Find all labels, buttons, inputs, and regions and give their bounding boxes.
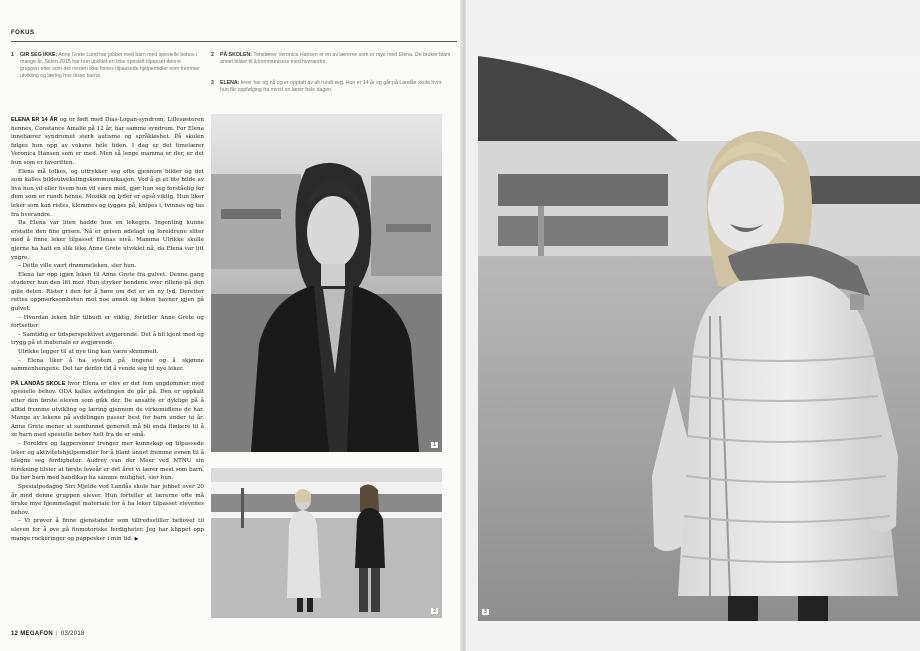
photo-woman-portrait xyxy=(211,114,442,452)
caption-number: 1 xyxy=(11,52,14,58)
article-paragraph: – Hvordan leken blir tilbudt er viktig, forteller Anne Grete og fortsetter: xyxy=(11,314,204,330)
article-paragraph: – Samtidig er tidsperspektivet avgjørende. Det å bli kjent med og trygg på et materiale er avgjørende. xyxy=(11,331,204,347)
caption-lead: GIR SEG IKKE: xyxy=(20,52,58,58)
woman-portrait-icon xyxy=(211,114,442,452)
photo-number: 3 xyxy=(484,609,487,615)
caption-text: Anne Grete Lund har jobbet med barn med spesielle behov i mange år. Siden 2015 har hun utviklet en leke spesielt tilpasset denne gruppen etter som det nesten ikke finnes tilpassede hjelpemidler som fremmer utvikling og læring hos disse barna. xyxy=(20,52,200,79)
page-footer xyxy=(11,631,85,637)
caption-text: lever her og nå og er opptatt av alt rundt seg. Hun er 14 år og går på Landås skole hvor hun får oppfølging fra minst en lærer hele dagen. xyxy=(220,80,442,93)
photo-number: 1 xyxy=(433,442,436,448)
page-number: 12 xyxy=(11,631,19,637)
photo-two-people-walking xyxy=(211,468,442,618)
photo-smiling-girl xyxy=(478,56,920,621)
header-rule xyxy=(11,41,457,42)
continue-arrow-icon: ▶ xyxy=(134,535,139,542)
article-paragraph: ELENA ER 14 ÅR og er født med Dias-Logan-syndrom. Lillesøsteren hennes, Constance Amalie på 12 år, har samme syndrom. For Elena innebærer syndromet sterk autisme og språkløshet. På skolen følges hun opp av voksne hele tiden. I dag er det timelærer Veronica Hansen som er med. Men så lenge mamma er der, er det hun som er favoritten. xyxy=(11,117,204,166)
section-lead: PÅ LANDÅS SKOLE xyxy=(11,380,66,387)
article-paragraph: – Elena liker å ha system på tingene og å skjønne sammenhengene. Det tar derfor tid å vende seg til nye leker. xyxy=(11,357,204,373)
caption-text: Timelærer Veronica Hansen er en av lærerne som er mye med Elena. De bruker blant annet bilder til å kommunisere med hverandre. xyxy=(220,52,451,65)
intro-lead: ELENA ER 14 ÅR xyxy=(11,117,58,123)
article-paragraph: PÅ LANDÅS SKOLE hvor Elena er elev er det fem ungdommer med spesielle behov. ODA kalles avdelingen de går på. Den er oppkalt etter den første eleven som gikk der. De ansatte er dyktige på å alltid fremme utvikling og læring gjennom de virkemidlene de har. Mange av lekene på avdelingen passer best for barn under to år. Anne Grete mener at samfunnet generelt må bli enda flinkere til å se barn med spesielle behov helt fra de er små. xyxy=(11,380,204,439)
section-label: FOKUS xyxy=(11,30,35,36)
article-paragraph: Spesialpedagog Siri Mjelde ved Landås skole har jobbet over 20 år med denne gruppen elever. Hun forteller at lærerne ofte må bruke mye hjemmelaget materiale for å ha leker tilpasset elevenes behov. xyxy=(11,483,204,516)
caption-lead: PÅ SKOLEN: xyxy=(220,52,252,58)
photo-number: 2 xyxy=(433,608,436,614)
article-body xyxy=(11,116,204,621)
caption-number: 2 xyxy=(211,52,214,58)
magazine-name: MEGAFON xyxy=(20,631,54,637)
article-paragraph: Elena må tolkes, og uttrykker seg ofte gjennom bilder og det som kalles bildeutvekslingskommunikasjon. Ved å gi et lite bilde av hva hun vil eller hvem hun vil være med, gjør hun seg forståelig for dem som er rundt henne. Musikk og lyder er også viktig. Hun liker leker som kan ristes, klemmes og tygges på, knipes i, tvinnes og tas fra hverandre. xyxy=(11,168,204,218)
article-paragraph: Ulrikke legger til at nye ting kan være skummelt. xyxy=(18,349,159,356)
caption-2 xyxy=(211,52,451,66)
caption-number: 3 xyxy=(211,80,214,86)
smiling-girl-winter-coat-icon xyxy=(478,56,920,621)
article-paragraph: – Dette ville vært drømmeleken, sier hun. xyxy=(18,263,137,270)
issue-number: 03/2018 xyxy=(60,631,85,637)
footer-separator: | xyxy=(56,631,58,637)
caption-3 xyxy=(211,80,451,94)
article-paragraph: – Foreldre og fagpersoner trenger mer kunnskap og tilpassede leker og aktivitetshjelpemidler for å blant annet fremme evnen til å tilegne seg ferdigheter. Audrey van der Meer ved NTNU sin forskning tilsier at første leveår er det året vi lærer mest som barn. Da bør barn med handikap ha samme mulighet, sier hun. xyxy=(11,440,204,482)
article-paragraph: Elena tar opp igjen leken til Anne Grete fra gulvet. Denne gang studerer hun den litt mer. Hun stryker hendene over rillene på den gule delen. Rister i den for å høre om det er en ny lyd. Deretter rettes oppmerksomheten mot noe annet og leken havner igjen på gulvet. xyxy=(11,271,204,313)
article-paragraph: Da Elena var liten hadde hun en lekegris. Ingenting kunne erstatte den fine grisen. Nå er grisen ødelagt og foreldrene sliter med å finne leker tilpasset Elenas nivå. Mamma Ulrikke skulle gjerne ha hatt en slik leke Anne Grete utviklet nå, da Elena var litt yngre. xyxy=(11,220,204,261)
article-paragraph: – Vi prøver å finne gjenstander som tilfredsstiller behovet til eleven for å øve på finmotoriske ferdigheter. Jeg har klippet opp mange rockeringer og pappesker i min tid. ▶ xyxy=(11,518,204,542)
two-people-walking-icon xyxy=(211,468,442,618)
caption-1 xyxy=(11,52,201,80)
caption-lead: ELENA: xyxy=(220,80,240,86)
